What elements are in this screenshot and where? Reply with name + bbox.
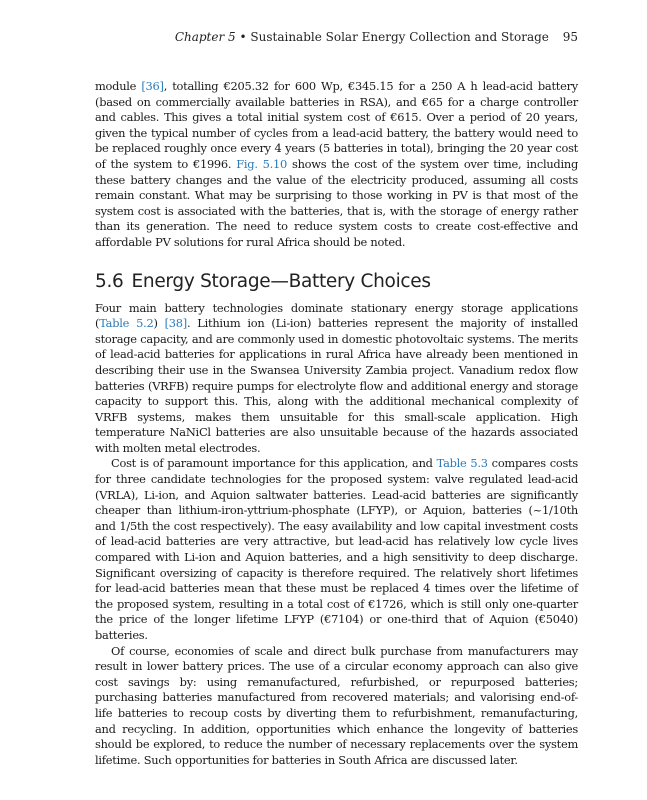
text-run: ) (153, 316, 165, 331)
chapter-title: Sustainable Solar Energy Collection and Storage (250, 30, 549, 44)
paragraph-2 (95, 301, 578, 457)
text-run: Of course, economies of scale and direct bulk purchase from manufacturers may result in lower battery prices. The use of a circular economy approach can also give cost savings by: using remanufactured, refurbished, or repurposed batteries; purchasing batteries manufactured from recovered materials; and valorising end-of-life batteries to recoup costs by diverting them to refurbishment, remanufacturing, and recycling. In addition, opportunities which enhance the longevity of batteries should be explored, to reduce the number of necessary replacements over the system lifetime. Such opportunities for batteries in South Africa are discussed later. (95, 643, 578, 767)
paragraph-1 (95, 79, 578, 251)
text-run: Cost is of paramount importance for this application, and (111, 456, 437, 471)
section-number: 5.6 (95, 270, 124, 292)
reference-link[interactable]: Table 5.2 (99, 316, 154, 331)
section-title: Energy Storage—Battery Choices (131, 270, 431, 292)
reference-link[interactable]: [38] (164, 316, 187, 331)
page-number: 95 (562, 30, 578, 44)
header-bullet: • (239, 30, 247, 44)
text-run: shows the cost of the system over time, including these battery changes and the value of the electricity produced, assuming all costs remain constant. What may be surprising to those working in PV is that most of the system cost is associated with the batteries, that is, with the storage of energy rather than its generation. The need to reduce system costs to create cost-effective and affordable PV solutions for rural Africa should be noted. (95, 156, 578, 249)
reference-link[interactable]: [36] (141, 79, 164, 93)
reference-link[interactable]: Table 5.3 (436, 456, 488, 471)
section-heading (95, 270, 578, 294)
chapter-label: Chapter 5 (174, 30, 236, 44)
text-run: , totalling €205.32 for 600 Wp, €345.15 for a 250 A h lead-acid battery (based on commercially available batteries in RSA), and €65 for a charge controller and cables. This gives a total initial system cost of €615. Over a period of 20 years, given the typical number of cycles from a lead-acid battery, the battery would need to be replaced roughly once every 4 years (5 batteries in total), bringing the 20 year cost of the system to €1996. (95, 79, 578, 171)
text-run: . Lithium ion (Li-ion) batteries represent the majority of installed storage capacity, and are commonly used in domestic photovoltaic systems. The merits of lead-acid batteries for applications in rural Africa have already been mentioned in describing their use in the Swansea University Zambia project. Vanadium redox flow batteries (VRFB) require pumps for electrolyte flow and additional energy and storage capacity to support this. This, along with the additional mechanical complexity of VRFB systems, makes them unsuitable for this small-scale application. High temperature NaNiCl batteries are also unsuitable because of the hazards associated with molten metal electrodes. (95, 316, 578, 455)
reference-link[interactable]: Fig. 5.10 (236, 156, 288, 171)
text-run: module (95, 79, 142, 93)
paragraph-3 (95, 456, 578, 643)
running-header (95, 30, 578, 44)
paragraph-4 (95, 644, 578, 769)
text-run: compares costs for three candidate technologies for the proposed system: valve regulated lead-acid (VRLA), Li-ion, and Aquion saltwater batteries. Lead-acid batteries are significantly cheaper than lithium-iron-yttrium-phosphate (LFYP), or Aquion, batteries (~1/10th and 1/5th the cost respectively). The easy availability and low capital investment costs of lead-acid batteries are very attractive, but lead-acid has relatively low cycle lives compared with Li-ion and Aquion batteries, and a high sensitivity to deep discharge. Significant oversizing of capacity is therefore required. The relatively short lifetimes for lead-acid batteries mean that these must be replaced 4 times over the lifetime of the proposed system, resulting in a total cost of €1726, which is still only one-quarter the price of the longer lifetime LFYP (€7104) or one-third that of Aquion (€5040) batteries. (95, 456, 578, 642)
text-run: Four main battery technologies dominate stationary energy storage applications ( (95, 300, 578, 331)
body-text (95, 79, 578, 768)
